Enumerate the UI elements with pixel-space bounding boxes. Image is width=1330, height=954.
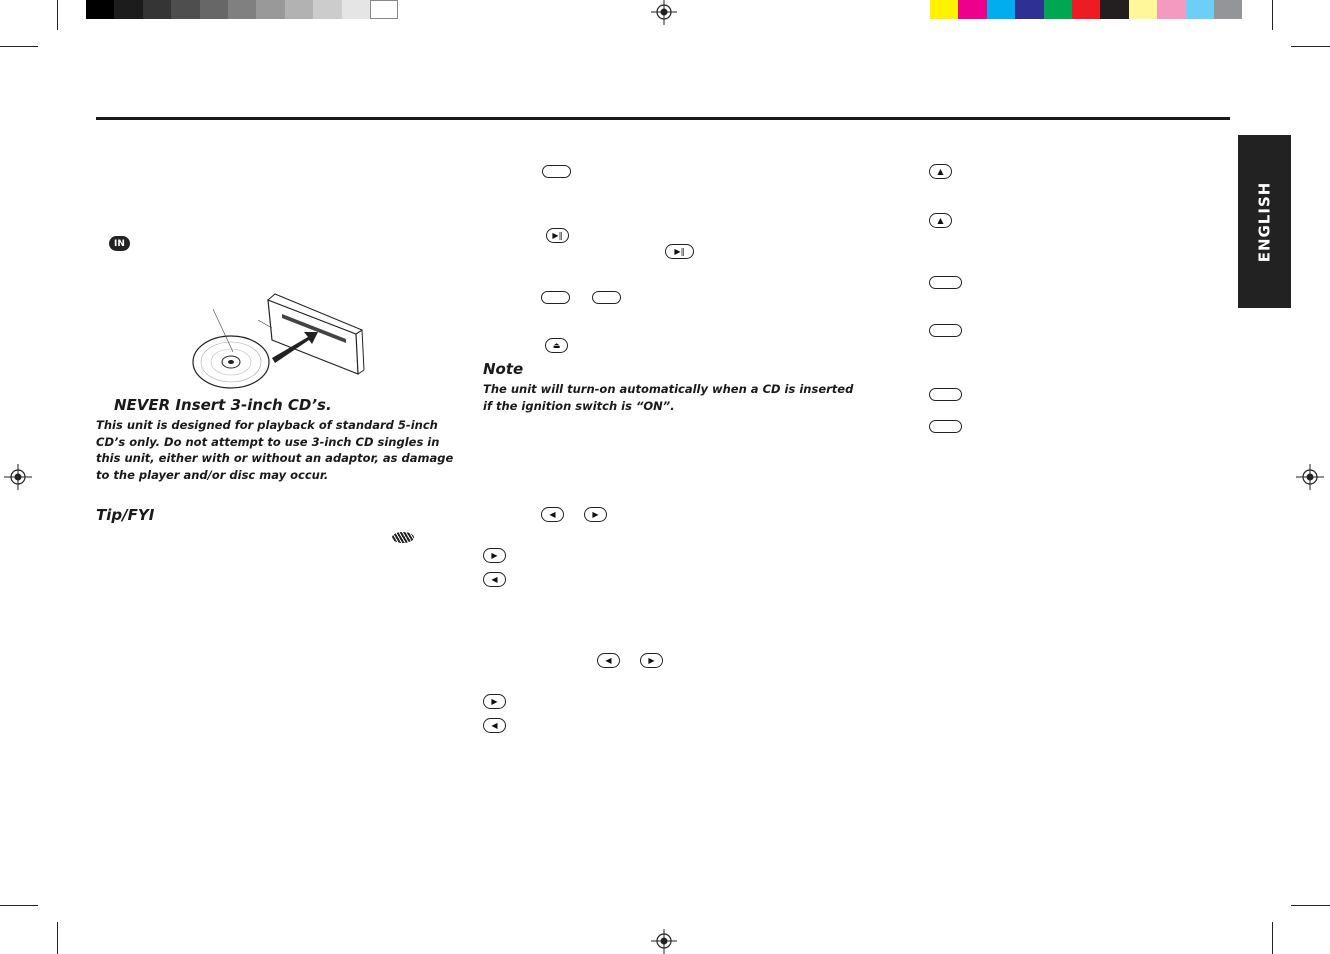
button-icon-oval	[541, 291, 570, 304]
color-swatch	[1129, 0, 1157, 19]
note-text: The unit will turn-on automatically when a CD is inserted if the ignition switch is “ON”.	[483, 382, 854, 413]
color-swatch	[313, 0, 341, 19]
color-swatch	[171, 0, 199, 19]
track-back-icon: ◀	[483, 718, 506, 733]
crop-mark	[1291, 905, 1330, 906]
button-icon-oval	[929, 324, 962, 337]
color-swatch	[86, 0, 114, 19]
crop-mark	[57, 922, 58, 954]
color-swatch	[285, 0, 313, 19]
disc-icon	[392, 532, 414, 543]
play-pause-icon: ▶‖	[546, 228, 569, 243]
crop-mark	[1291, 46, 1330, 47]
color-swatch	[1157, 0, 1185, 19]
color-swatch	[256, 0, 284, 19]
language-tab-label: ENGLISH	[1255, 181, 1274, 262]
color-swatch	[114, 0, 142, 19]
button-icon-oval	[929, 420, 962, 433]
button-icon-oval	[592, 291, 621, 304]
track-forward-icon: ▶	[483, 548, 506, 563]
registration-mark-top	[649, 0, 679, 26]
color-swatch	[143, 0, 171, 19]
crop-mark	[57, 0, 58, 30]
registration-mark-right	[1294, 462, 1326, 492]
button-icon-oval	[929, 388, 962, 401]
track-forward-icon: ▶	[640, 653, 663, 668]
color-swatch	[370, 0, 398, 19]
tip-heading: Tip/FYI	[96, 506, 155, 524]
registration-mark-bottom	[649, 928, 679, 954]
color-swatch	[1044, 0, 1072, 19]
color-swatch	[342, 0, 370, 19]
in-icon: IN	[109, 236, 130, 251]
language-tab	[1238, 135, 1291, 308]
color-swatch	[1015, 0, 1043, 19]
crop-mark	[0, 905, 38, 906]
button-icon-oval	[929, 276, 962, 289]
track-back-icon: ◀	[597, 653, 620, 668]
warning-heading: NEVER Insert 3-inch CD’s.	[114, 396, 332, 414]
eject-icon: ⏏	[545, 338, 568, 353]
warning-text: This unit is designed for playback of standard 5-inch CD’s only. Do not attempt to use 3-inch CD singles in this unit, either with or without an adaptor, as damage to the player and/or disc may occur.	[96, 418, 454, 482]
color-swatch	[987, 0, 1015, 19]
color-swatch	[1214, 0, 1242, 19]
registration-mark-left	[2, 462, 34, 492]
color-swatch	[228, 0, 256, 19]
track-forward-icon: ▶	[584, 507, 607, 522]
note-heading: Note	[483, 360, 524, 378]
crop-mark	[0, 46, 38, 47]
color-swatch	[930, 0, 958, 19]
cd-insertion-illustration	[188, 292, 368, 392]
crop-mark	[1272, 0, 1273, 30]
color-swatch	[1186, 0, 1214, 19]
button-icon-oval	[542, 165, 571, 178]
track-back-icon: ◀	[483, 572, 506, 587]
header-rule	[96, 117, 1230, 120]
up-icon: ▲	[929, 164, 952, 179]
track-back-icon: ◀	[541, 507, 564, 522]
color-swatch	[958, 0, 986, 19]
track-forward-icon: ▶	[483, 694, 506, 709]
color-swatch	[1100, 0, 1128, 19]
crop-mark	[1272, 922, 1273, 954]
color-swatch	[1072, 0, 1100, 19]
play-pause-icon: ▶‖	[665, 244, 694, 259]
up-icon: ▲	[929, 213, 952, 228]
color-swatch	[200, 0, 228, 19]
